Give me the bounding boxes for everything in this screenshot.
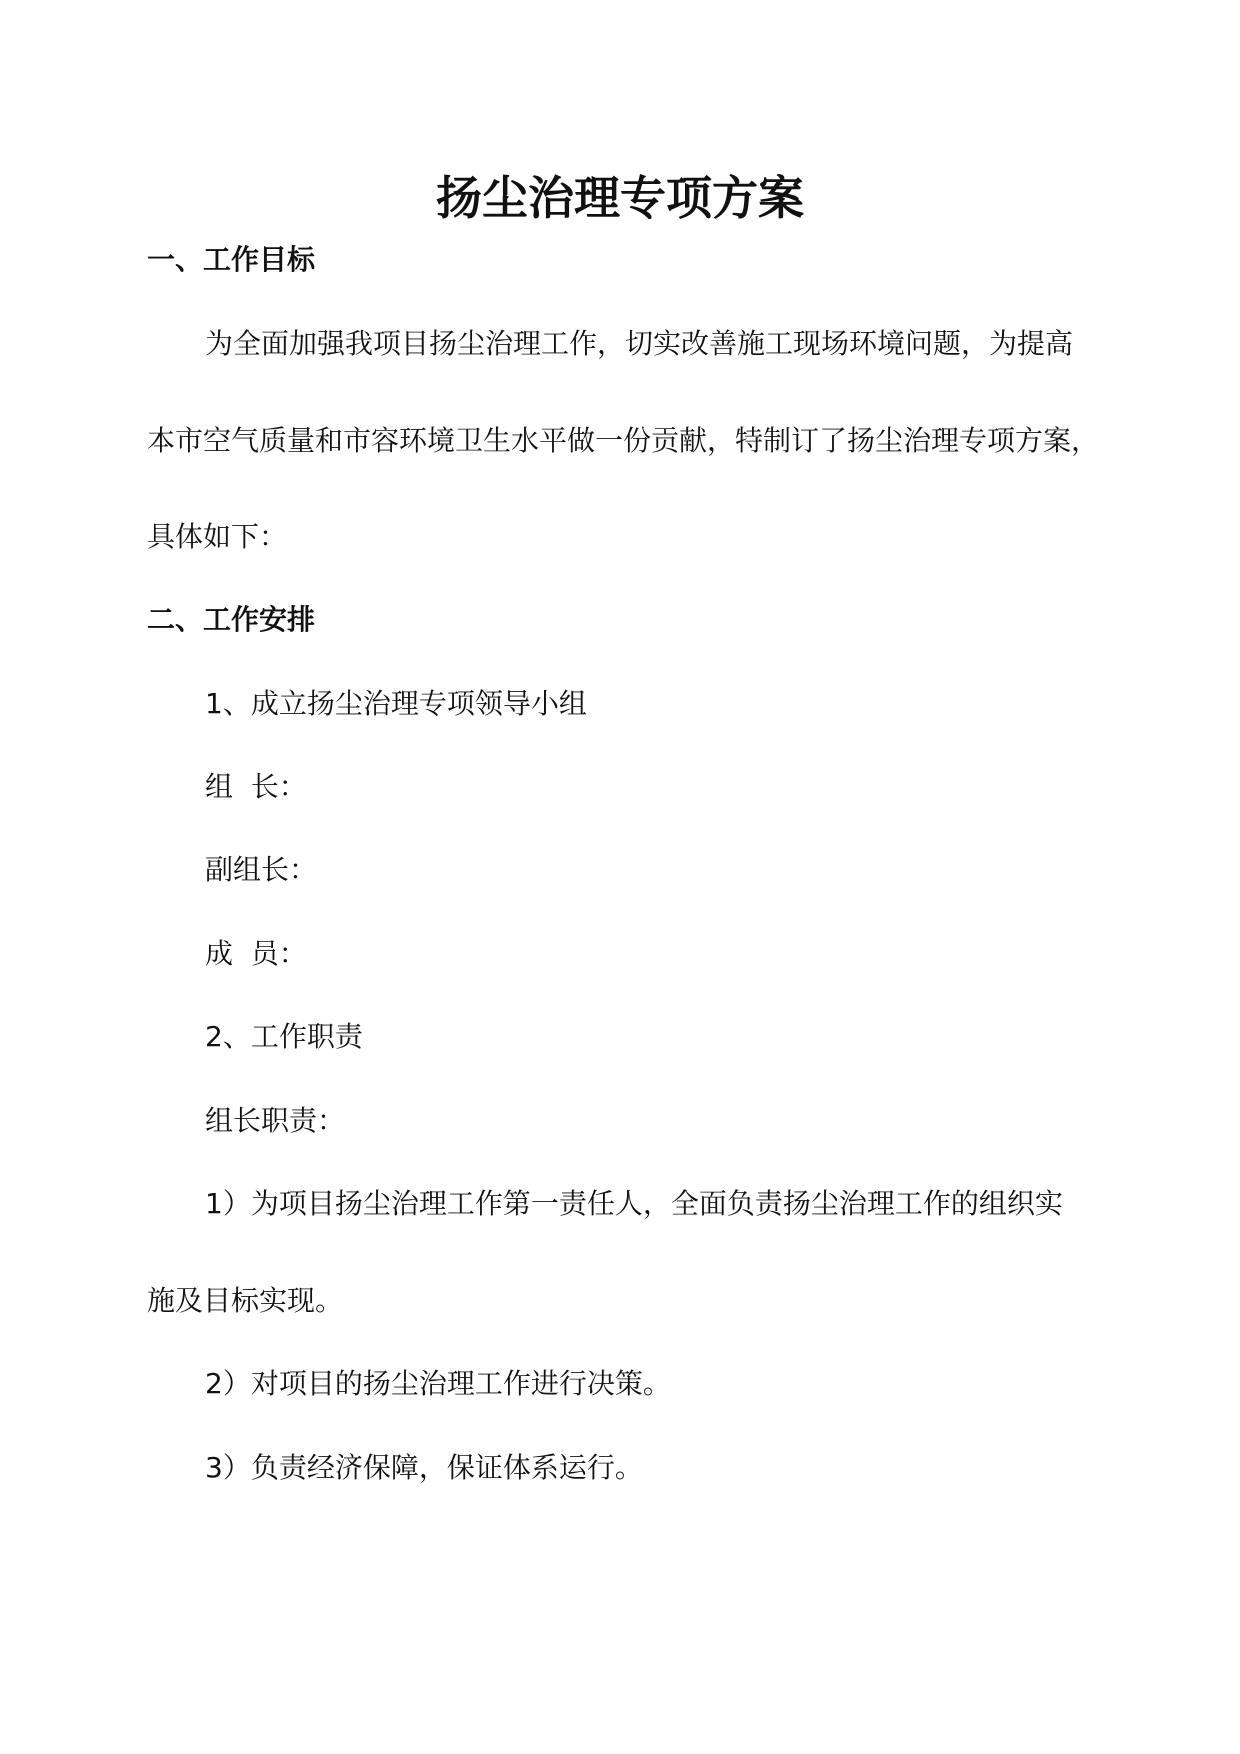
duty-line: 2）对项目的扬尘治理工作进行决策。 [205,1367,671,1400]
leader-duties-label: 组长职责： [205,1104,346,1137]
paragraph-line: 具体如下： [147,520,288,553]
duty-line: 3）负责经济保障，保证体系运行。 [205,1451,643,1484]
list-item: 2、工作职责 [205,1020,363,1053]
members-label: 成 员： [205,937,307,970]
list-item: 1、成立扬尘治理专项领导小组 [205,687,587,720]
paragraph-line: 本市空气质量和市容环境卫生水平做一份贡献，特制订了扬尘治理专项方案， [147,424,1100,457]
duty-line: 1）为项目扬尘治理工作第一责任人，全面负责扬尘治理工作的组织实 [205,1187,1063,1220]
section-heading-work-arrangement: 二、工作安排 [147,603,316,636]
leader-label: 组 长： [205,770,307,803]
duty-line: 施及目标实现。 [147,1284,344,1317]
deputy-leader-label: 副组长： [205,853,318,886]
document-title: 扬尘治理专项方案 [436,171,804,225]
paragraph-line: 为全面加强我项目扬尘治理工作，切实改善施工现场环境问题，为提高 [205,327,1074,360]
section-heading-work-goals: 一、工作目标 [147,243,316,276]
